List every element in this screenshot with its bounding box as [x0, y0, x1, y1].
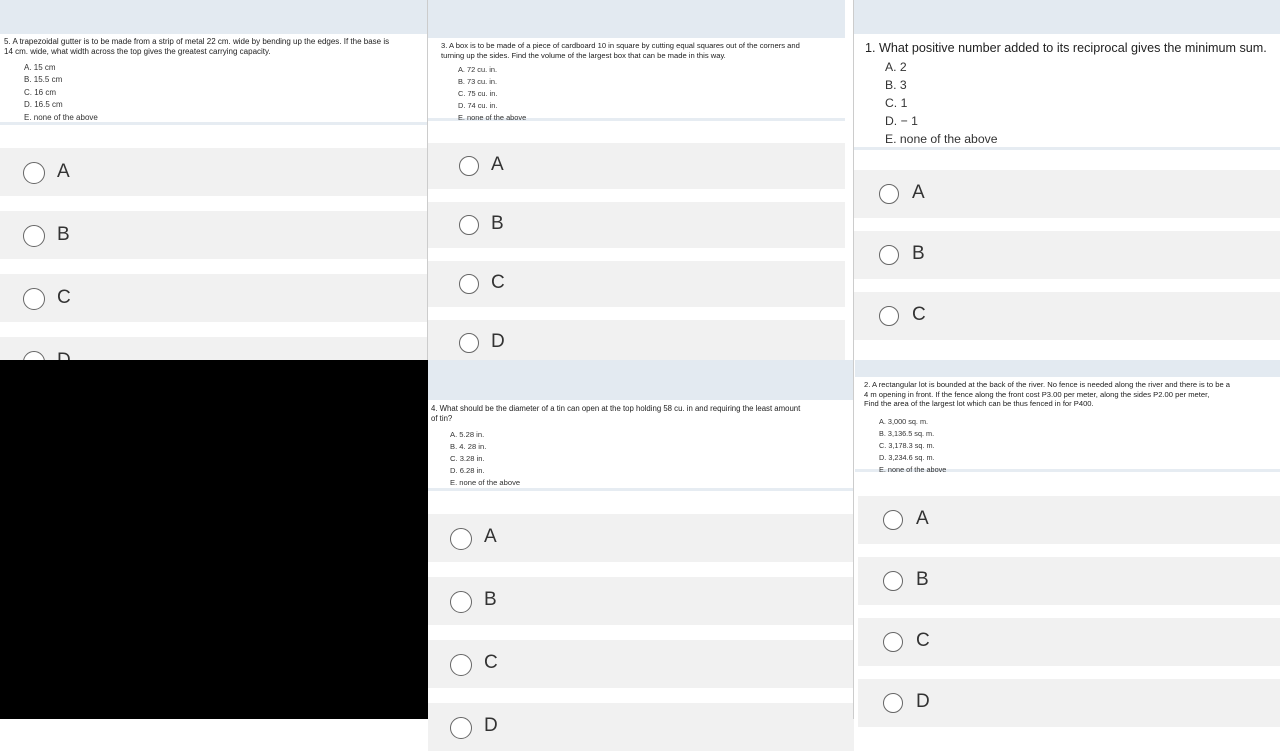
option-a[interactable]: [0, 148, 427, 196]
radio-d[interactable]: [450, 717, 472, 739]
option-label: B: [912, 243, 925, 264]
option-label: C: [57, 287, 71, 308]
option-label: B: [57, 224, 70, 245]
option-c[interactable]: [854, 292, 1280, 340]
radio-c[interactable]: [23, 288, 45, 310]
radio-c[interactable]: [459, 274, 479, 294]
option-label: B: [484, 589, 497, 610]
option-d[interactable]: [858, 679, 1280, 727]
option-label: D: [916, 691, 930, 712]
question-panel-1: [854, 0, 1280, 360]
panel-divider: [853, 0, 854, 719]
question-text: 2. A rectangular lot is bounded at the back of the river. No fence is needed along the river and there is to be a 4 m opening in front. If the fence along the front cost P3.00 per meter, along the sides P2.00 per meter, Find the area of the largest lot which can be thus fenced in for P400.: [864, 380, 1231, 409]
option-label: C: [484, 652, 498, 673]
radio-a[interactable]: [879, 184, 899, 204]
question-panel-2: [855, 360, 1280, 719]
radio-a[interactable]: [450, 528, 472, 550]
option-label: C: [491, 272, 505, 293]
question-text: 3. A box is to be made of a piece of cardboard 10 in square by cutting equal squares out of the corners and turning up the sides. Find the volume of the largest box that can be made in this way.: [441, 41, 800, 60]
panel-header-bar: [428, 0, 845, 38]
option-c[interactable]: [428, 261, 845, 307]
radio-d[interactable]: [883, 693, 903, 713]
option-a[interactable]: [858, 496, 1280, 544]
question-box: [428, 38, 845, 121]
option-label: A: [916, 508, 929, 529]
option-b[interactable]: [428, 577, 854, 625]
panel-header-bar: [854, 0, 1280, 34]
radio-b[interactable]: [879, 245, 899, 265]
radio-c[interactable]: [450, 654, 472, 676]
option-c[interactable]: [428, 640, 854, 688]
option-label: C: [912, 304, 926, 325]
option-c[interactable]: [0, 274, 427, 322]
question-box: [854, 34, 1280, 150]
option-b[interactable]: [428, 202, 845, 248]
choice-list: A. 72 cu. in. B. 73 cu. in. C. 75 cu. in. D. 74 cu. in. E. none of the above: [458, 65, 527, 122]
panel-divider: [427, 0, 428, 360]
radio-a[interactable]: [23, 162, 45, 184]
choice-list: A. 15 cm B. 15.5 cm C. 16 cm D. 16.5 cm E. none of the above: [24, 63, 98, 122]
question-panel-3: [428, 0, 854, 360]
radio-b[interactable]: [883, 571, 903, 591]
radio-a[interactable]: [459, 156, 479, 176]
option-b[interactable]: [0, 211, 427, 259]
panel-header-bar: [0, 0, 427, 34]
radio-d[interactable]: [459, 333, 479, 353]
question-text: 1. What positive number added to its reciprocal gives the minimum sum.: [865, 41, 1267, 55]
radio-c[interactable]: [883, 632, 903, 652]
option-a[interactable]: [854, 170, 1280, 218]
radio-a[interactable]: [883, 510, 903, 530]
option-label: A: [57, 161, 70, 182]
option-b[interactable]: [854, 231, 1280, 279]
radio-b[interactable]: [450, 591, 472, 613]
option-label: A: [491, 154, 504, 175]
choice-list: A. 3,000 sq. m. B. 3,136.5 sq. m. C. 3,178.3 sq. m. D. 3,234.6 sq. m. E. none of the above: [879, 417, 947, 474]
option-a[interactable]: [428, 514, 854, 562]
panel-header-bar: [855, 360, 1280, 377]
choice-list: A. 2 B. 3 C. 1 D. − 1 E. none of the above: [885, 60, 998, 146]
option-label: D: [484, 715, 498, 736]
option-label: B: [916, 569, 929, 590]
radio-b[interactable]: [23, 225, 45, 247]
radio-b[interactable]: [459, 215, 479, 235]
question-box: [0, 34, 427, 125]
question-text: 5. A trapezoidal gutter is to be made from a strip of metal 22 cm. wide by bending up the edges. If the base is 14 cm. wide, what width across the top gives the greatest carrying capacity.: [4, 37, 390, 57]
option-b[interactable]: [858, 557, 1280, 605]
question-panel-4: [428, 360, 854, 736]
radio-c[interactable]: [879, 306, 899, 326]
option-a[interactable]: [428, 143, 845, 189]
option-d[interactable]: [428, 703, 854, 751]
question-panel-5: [0, 0, 427, 360]
panel-header-bar: [428, 360, 854, 400]
option-label: A: [912, 182, 925, 203]
option-label: B: [491, 213, 504, 234]
option-label: D: [491, 331, 505, 352]
option-c[interactable]: [858, 618, 1280, 666]
blank-black-area: [0, 360, 428, 719]
option-label: C: [916, 630, 930, 651]
question-box: [428, 400, 854, 491]
option-label: A: [484, 526, 497, 547]
choice-list: A. 5.28 in. B. 4. 28 in. C. 3.28 in. D. 6.28 in. E. none of the above: [450, 430, 521, 488]
question-text: 4. What should be the diameter of a tin can open at the top holding 58 cu. in and requiring the least amount of tin?: [431, 404, 801, 423]
question-box: [855, 377, 1280, 472]
